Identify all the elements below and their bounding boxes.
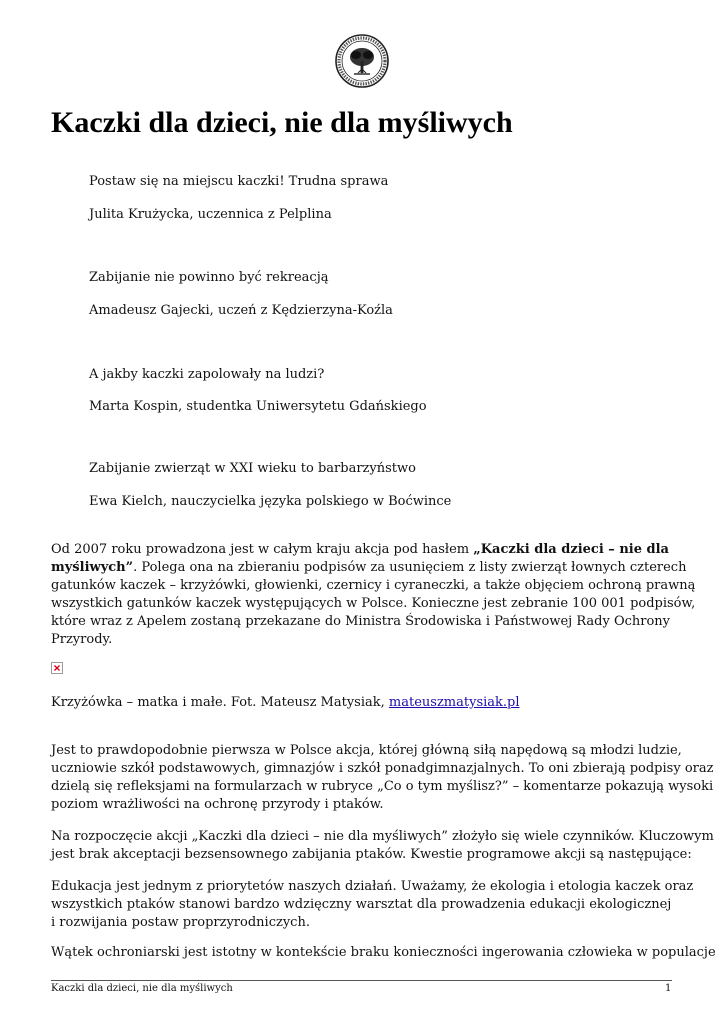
quote-author: Ewa Kielch, nauczycielka języka polskiego w Boćwince	[89, 494, 452, 509]
image-caption	[51, 694, 676, 712]
quote-author: Amadeusz Gajecki, uczeń z Kędzierzyna-Koźla	[89, 303, 393, 318]
intro-paragraph	[51, 541, 696, 649]
body-paragraph	[51, 742, 714, 814]
paragraph-line: gatunków kaczek – krzyżówki, głowienki, czernicy i cyraneczki, a także objęciem ochroną prawną	[51, 578, 696, 593]
broken-image-icon	[51, 662, 63, 674]
quote-author: Marta Kospin, studentka Uniwersytetu Gdańskiego	[89, 399, 427, 414]
body-paragraph	[51, 828, 714, 864]
footer-title: Kaczki dla dzieci, nie dla myśliwych	[51, 983, 233, 994]
paragraph-line: Przyrody.	[51, 632, 113, 647]
page-title: Kaczki dla dzieci, nie dla myśliwych	[51, 106, 513, 139]
paragraph-line: dzielą się refleksjami na formularzach w rubryce „Co o tym myślisz?” – komentarze pokazują wysoki	[51, 779, 714, 794]
paragraph-line: jest brak akceptacji bezsensownego zabijania ptaków. Kwestie programowe akcji są następujące:	[51, 847, 692, 862]
page-number: 1	[665, 983, 672, 994]
paragraph-line: które wraz z Apelem zostaną przekazane do Ministra Środowiska i Państwowej Rady Ochrony	[51, 614, 671, 629]
tree-seal-logo-icon	[334, 33, 390, 89]
quote-text: Zabijanie nie powinno być rekreacją	[89, 270, 329, 285]
campaign-slogan: „Kaczki dla dzieci – nie dla	[473, 542, 669, 557]
body-paragraph	[51, 944, 716, 962]
paragraph-line: poziom wrażliwości na ochronę przyrody i ptaków.	[51, 797, 384, 812]
paragraph-line: uczniowie szkół podstawowych, gimnazjów i szkół ponadgimnazjalnych. To oni zbierają podpisy oraz	[51, 761, 714, 776]
paragraph-line: wszystkich gatunków kaczek występujących w Polsce. Konieczne jest zebranie 100 001 podpisów,	[51, 596, 696, 611]
campaign-slogan-end: myśliwych”	[51, 560, 134, 575]
quote-author: Julita Krużycka, uczennica z Pelplina	[89, 207, 332, 222]
paragraph-line: i rozwijania postaw proprzyrodniczych.	[51, 915, 310, 930]
caption-text: Krzyżówka – matka i małe. Fot. Mateusz Matysiak,	[51, 695, 389, 710]
quote-text: Postaw się na miejscu kaczki! Trudna sprawa	[89, 174, 389, 189]
paragraph-line: Edukacja jest jednym z priorytetów naszych działań. Uważamy, że ekologia i etologia kaczek oraz	[51, 879, 694, 894]
paragraph-line: Jest to prawdopodobnie pierwsza w Polsce akcja, której główną siłą napędową są młodzi ludzie,	[51, 743, 682, 758]
intro-lead: Od 2007 roku prowadzona jest w całym kraju akcja pod hasłem	[51, 542, 474, 557]
paragraph-line: wszystkich ptaków stanowi bardzo wdzięczny warsztat dla prowadzenia edukacji ekologicznej	[51, 897, 672, 912]
intro-text: . Polega ona na zbieraniu podpisów za usunięciem z listy zwierząt łownych czterech	[133, 560, 687, 575]
quote-text: Zabijanie zwierząt w XXI wieku to barbarzyństwo	[89, 461, 416, 476]
paragraph-line: Na rozpoczęcie akcji „Kaczki dla dzieci – nie dla myśliwych” złożyło się wiele czynników. Kluczowym	[51, 829, 714, 844]
photographer-link[interactable]: mateuszmatysiak.pl	[388, 695, 520, 710]
body-paragraph	[51, 878, 694, 932]
footer-divider	[51, 980, 672, 981]
paragraph-line: Wątek ochroniarski jest istotny w kontekście braku konieczności ingerowania człowieka w populacje	[51, 945, 716, 960]
quote-text: A jakby kaczki zapolowały na ludzi?	[89, 367, 325, 382]
